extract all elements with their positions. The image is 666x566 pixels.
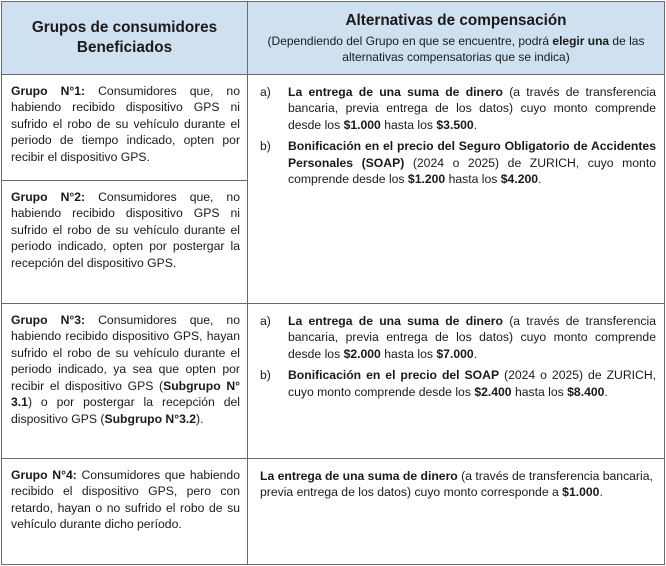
alternatives-3-cell	[248, 304, 665, 459]
alternative-a: a) La entrega de una suma de dinero (a través de transferencia bancaria, previa entrega de los datos) cuyo monto comprende desde los $2.000 hasta los $7.000.	[260, 314, 656, 361]
alternative-b: b) Bonificación en el precio del SOAP (2024 o 2025) de ZURICH, cuyo monto comprende desde los $2.400 hasta los $8.400.	[260, 368, 657, 399]
group-2-cell	[2, 181, 248, 304]
group-3-label: Grupo N°3:	[11, 313, 86, 327]
alternatives-1-2-cell	[248, 75, 665, 304]
group-4-text: Consumidores que habiendo recibido el dispositivo GPS, pero con retardo, hayan o no sufrido el robo de su vehículo durante dicho período.	[11, 468, 240, 532]
table-row-group-1	[2, 75, 665, 181]
group-1-cell	[2, 75, 248, 181]
alternative-b: b) Bonificación en el precio del Seguro Obligatorio de Accidentes Personales (SOAP) (2024 o 2025) de ZURICH, cuyo monto comprende desde los $1.200 hasta los $4.200.	[260, 139, 656, 187]
header-row	[2, 2, 665, 75]
subgroup-3-1: Subgrupo N° 3.1	[11, 378, 240, 410]
group-2-label: Grupo N°2:	[11, 190, 86, 204]
item-marker: a)	[260, 314, 271, 328]
group-2-text: Consumidores que, no habiendo recibido dispositivo GPS ni sufrido el robo de su vehículo durante el periodo indicado, opten por postergar la recepción del dispositivo GPS.	[11, 190, 240, 270]
group-1-label: Grupo N°1:	[11, 84, 86, 98]
table-row-group-3	[2, 304, 665, 459]
group-3-cell: Grupo N°3: Consumidores que, no habiendo recibido dispositivo GPS, hayan sufrido el robo de su vehículo durante el periodo indicado, ya sea que opten por recibir el dispositivo GPS (Subgrupo N° 3.1) o por postergar la recepción del dispositivo GPS (Subgrupo N°3.2).	[2, 304, 248, 459]
alternative-single: La entrega de una suma de dinero (a través de transferencia bancaria, previa entrega de los datos) cuyo monto corresponde a $1.000.	[260, 469, 653, 500]
subgroup-3-2: Subgrupo N°3.2	[104, 411, 197, 426]
item-marker: b)	[260, 139, 271, 154]
col1-header	[2, 2, 248, 75]
group-1-text: Consumidores que, no habiendo recibido dispositivo GPS ni sufrido el robo de su vehículo durante el periodo de tiempo indicado, opten por recibir el dispositivo GPS.	[11, 84, 240, 164]
col1-title: Grupos de consumidores Beneficiados	[31, 19, 218, 56]
alternative-a: a) La entrega de una suma de dinero (a través de transferencia bancaria, previa entrega de los datos) cuyo monto comprende desde los $1.000 hasta los $3.500.	[260, 85, 656, 132]
compensation-table	[1, 1, 665, 565]
group-4-cell	[2, 459, 248, 565]
alternatives-4-cell	[248, 459, 665, 565]
col2-title: Alternativas de compensación	[345, 11, 567, 29]
item-marker: b)	[260, 368, 271, 383]
group-4-label: Grupo N°4:	[11, 468, 77, 482]
item-marker: a)	[260, 85, 271, 99]
col2-header	[248, 2, 665, 75]
col2-subtitle: (Dependiendo del Grupo en que se encuentre, podrá elegir una de las alternativas compensatorias que se indica)	[267, 33, 645, 64]
table-row-group-4	[2, 459, 665, 565]
